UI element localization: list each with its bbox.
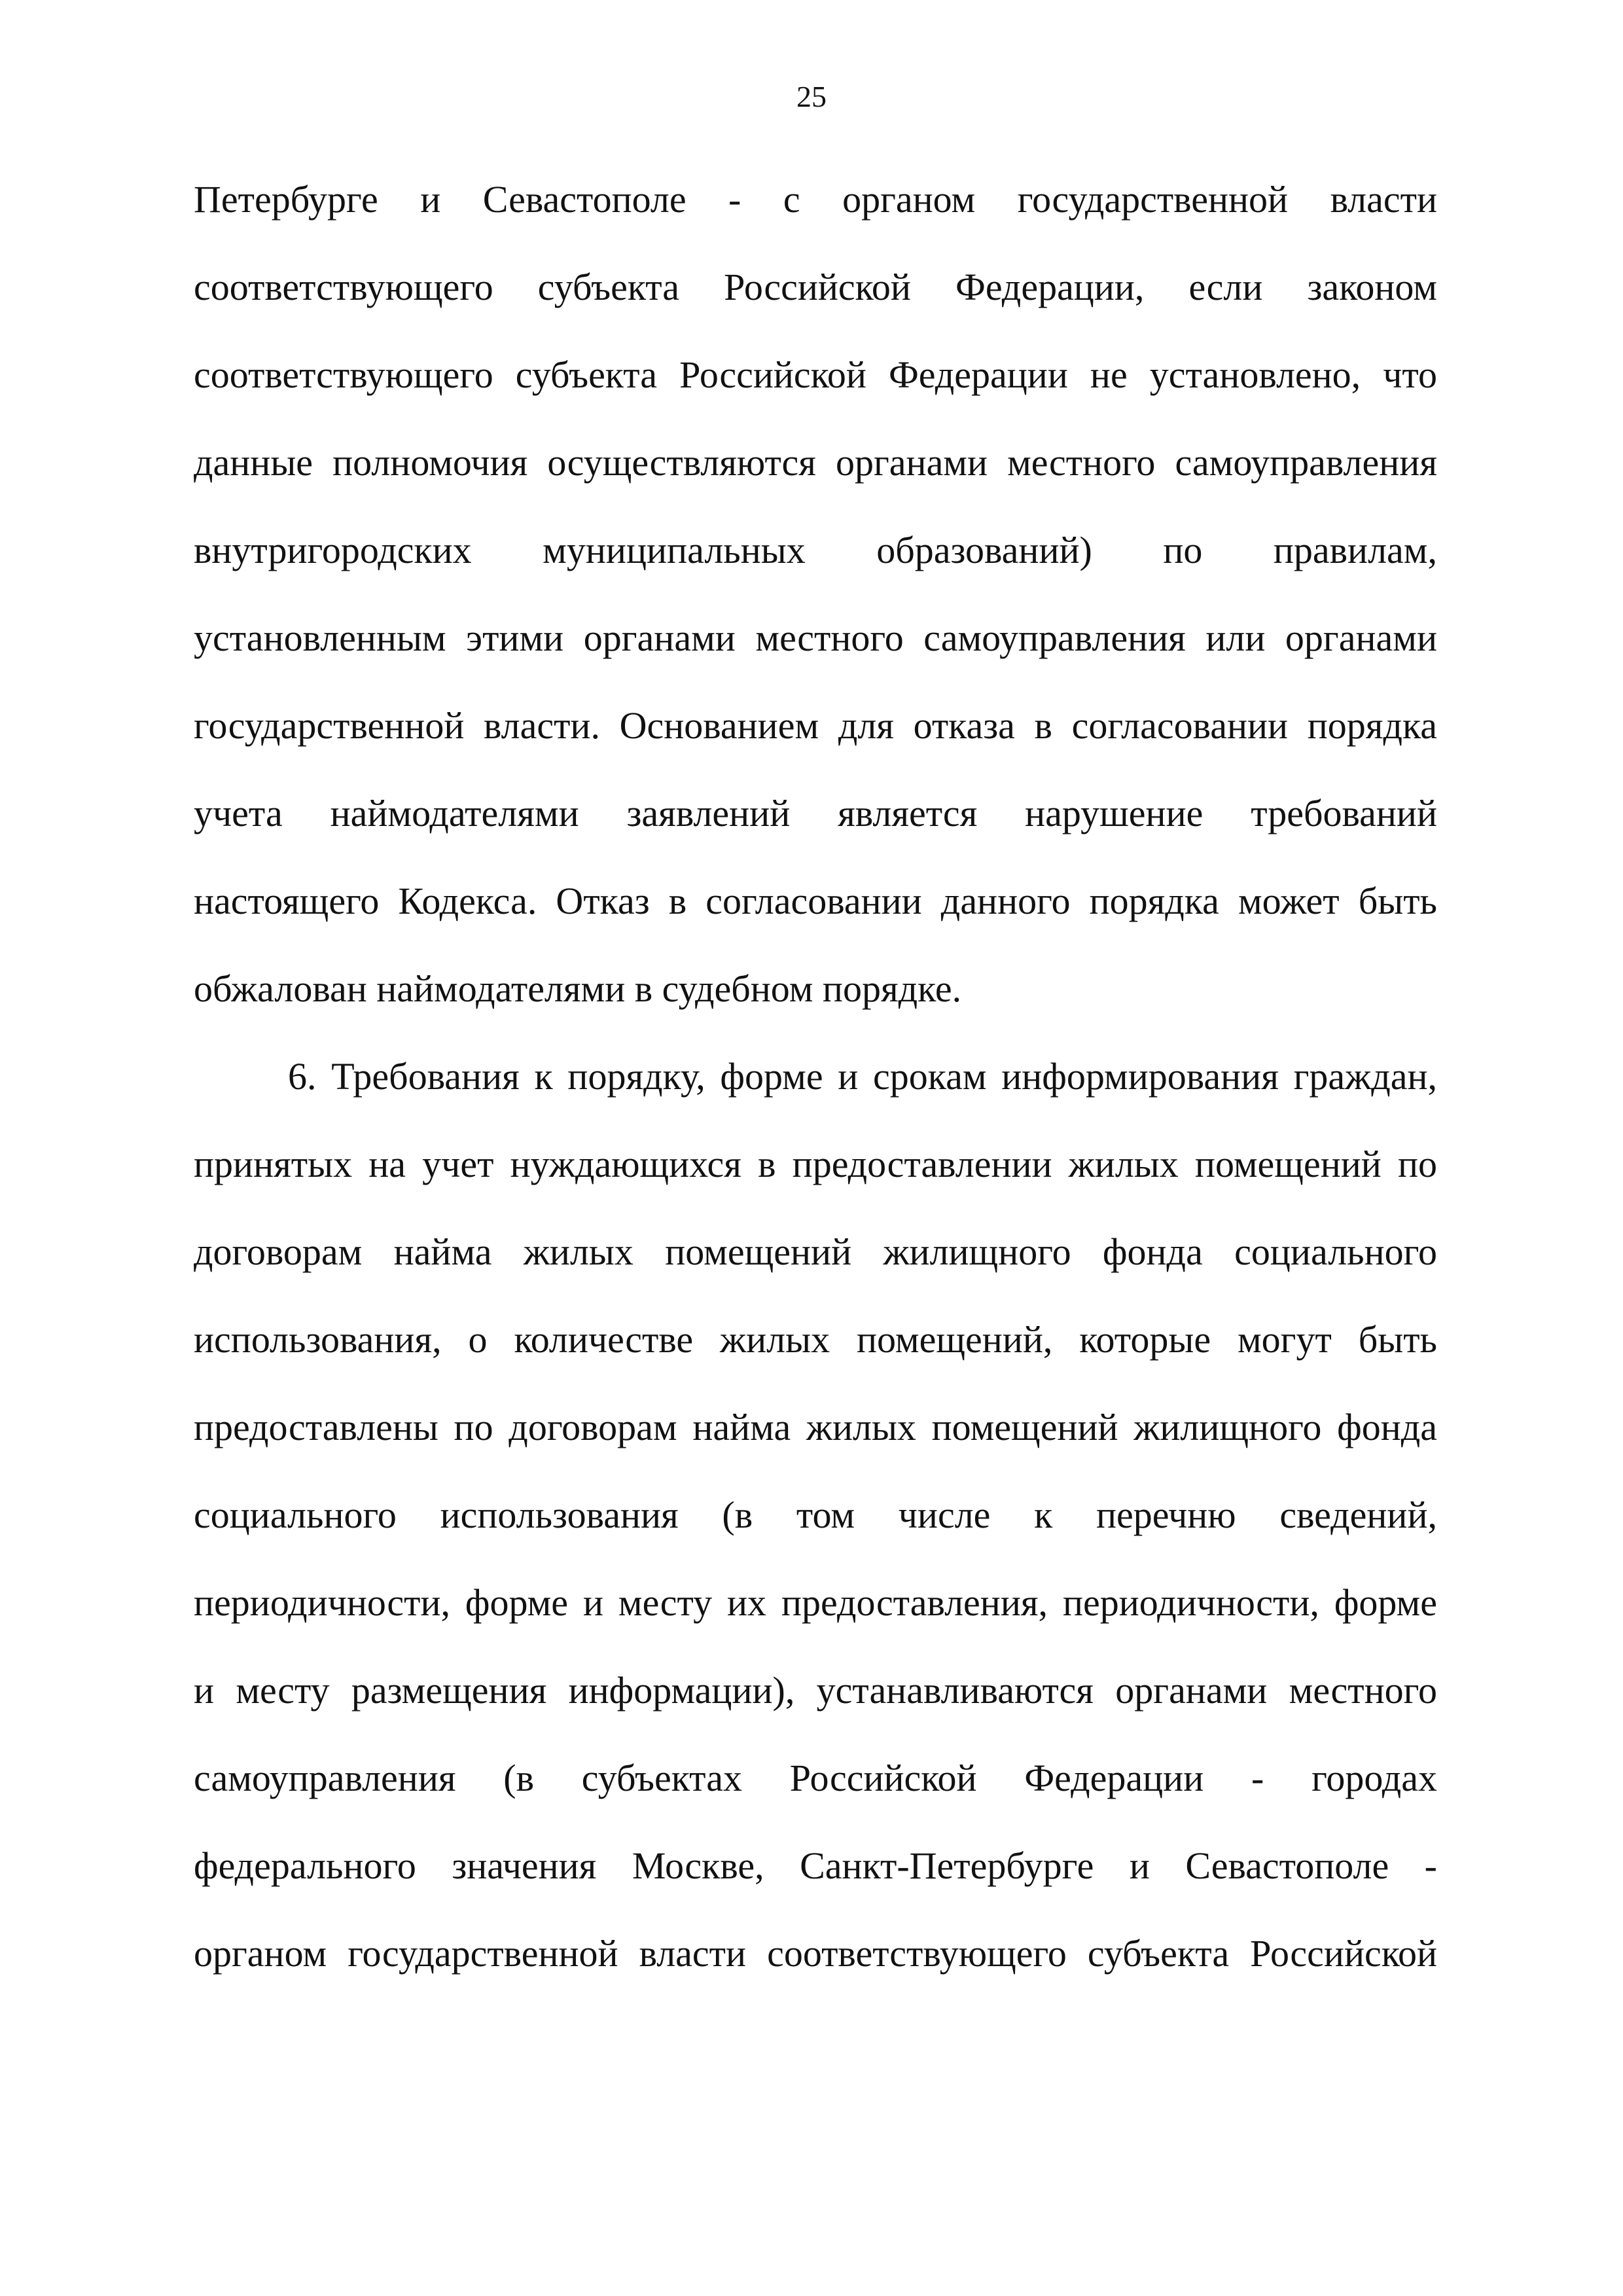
text-line: и месту размещения информации), устанавливаются органами местного bbox=[194, 1669, 1437, 1712]
text-line: федерального значения Москве, Санкт-Петербурге и Севастополе - bbox=[194, 1844, 1437, 1887]
text-line: предоставлены по договорам найма жилых помещений жилищного фонда bbox=[194, 1406, 1437, 1448]
text-line: соответствующего субъекта Российской Федерации, если законом bbox=[194, 266, 1437, 308]
body-text bbox=[194, 173, 1437, 2015]
text-line: социального использования (в том числе к перечню сведений, bbox=[194, 1494, 1437, 1536]
text-line: самоуправления (в субъектах Российской Федерации - городах bbox=[194, 1757, 1437, 1799]
text-line: Петербурге и Севастополе - с органом государственной власти bbox=[194, 178, 1437, 221]
text-line: принятых на учет нуждающихся в предоставлении жилых помещений по bbox=[194, 1143, 1437, 1185]
page-number: 25 bbox=[796, 80, 827, 113]
text-line: внутригородских муниципальных образований) по правилам, bbox=[194, 529, 1437, 571]
paragraph-last-line: обжалован наймодателями в судебном порядке. bbox=[194, 967, 962, 1010]
text-line: государственной власти. Основанием для отказа в согласовании порядка bbox=[194, 704, 1437, 747]
text-line: органом государственной власти соответствующего субъекта Российской bbox=[194, 1932, 1437, 1975]
text-line: соответствующего субъекта Российской Федерации не установлено, что bbox=[194, 353, 1437, 396]
paragraph-first-line: 6. Требования к порядку, форме и срокам информирования граждан, bbox=[288, 1055, 1437, 1098]
text-line: настоящего Кодекса. Отказ в согласовании данного порядка может быть bbox=[194, 880, 1437, 922]
text-line: использования, о количестве жилых помещений, которые могут быть bbox=[194, 1318, 1437, 1361]
text-line: периодичности, форме и месту их предоставления, периодичности, форме bbox=[194, 1581, 1437, 1624]
text-line: установленным этими органами местного самоуправления или органами bbox=[194, 617, 1437, 659]
text-line: данные полномочия осуществляются органами местного самоуправления bbox=[194, 441, 1437, 484]
text-line: договорам найма жилых помещений жилищного фонда социального bbox=[194, 1230, 1437, 1273]
text-line: учета наймодателями заявлений является нарушение требований bbox=[194, 792, 1437, 834]
